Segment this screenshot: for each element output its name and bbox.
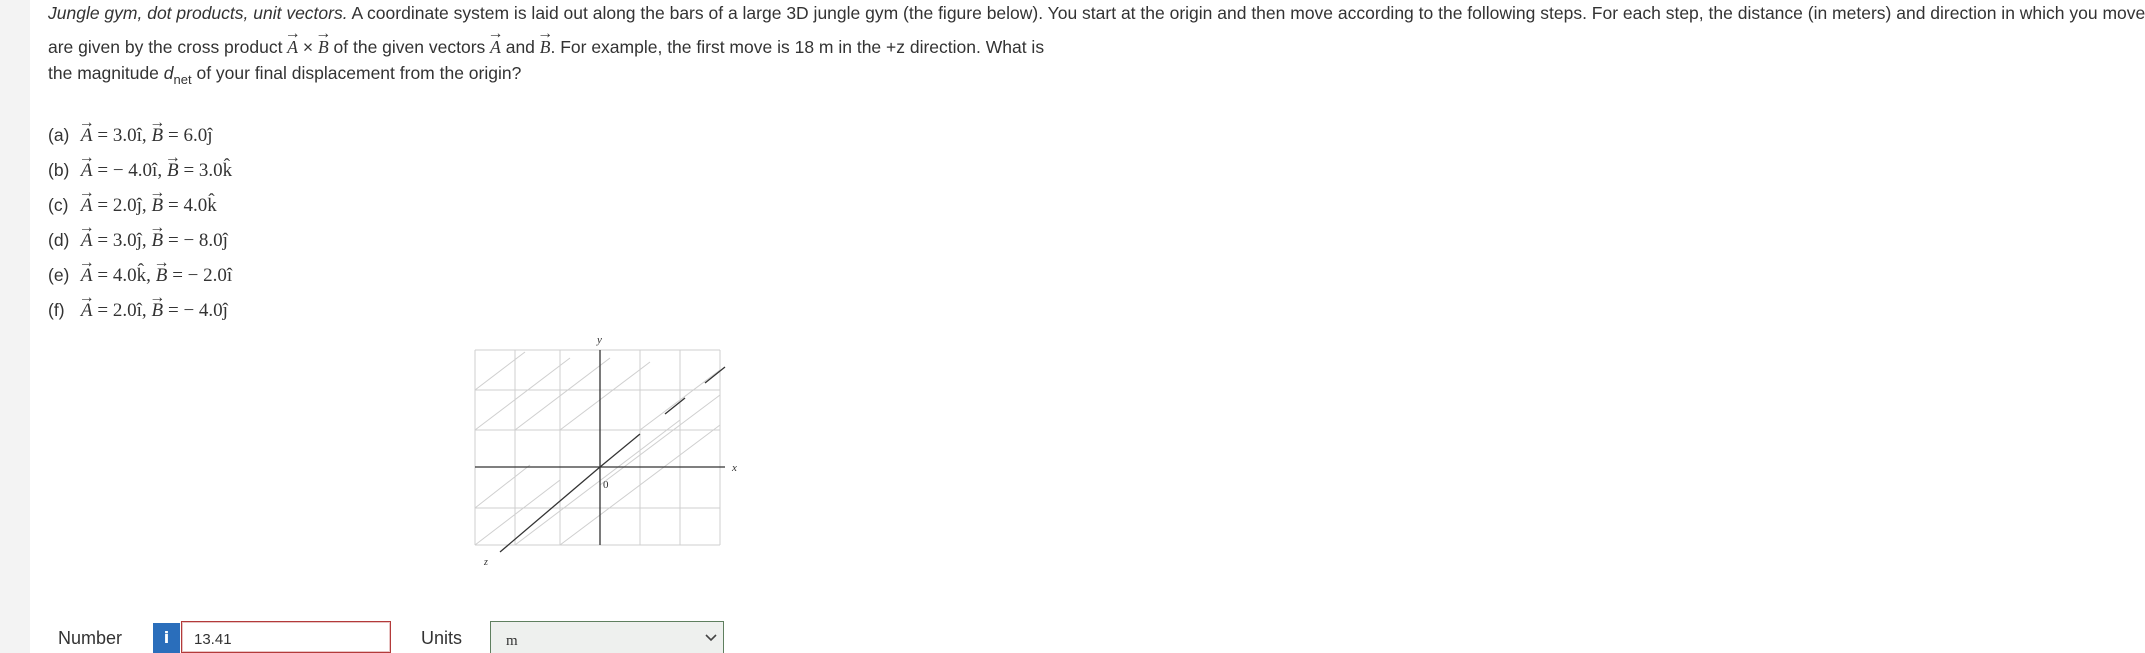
vector-a-symbol-2: → A	[490, 34, 501, 60]
question-text-3: of the given vectors	[328, 37, 491, 57]
vector-a-value: 3.0î,	[112, 125, 147, 146]
item-label: (d)	[48, 230, 70, 250]
question-and: and	[500, 37, 540, 57]
vector-a-symbol: → A	[287, 34, 298, 60]
left-margin-bar	[0, 0, 30, 653]
vector-a-value: − 4.0î,	[112, 160, 163, 181]
question-title: Jungle gym, dot products, unit vectors.	[48, 3, 348, 23]
vector-a-value: 2.0ĵ,	[112, 195, 147, 216]
list-item: (d) → A = 3.0ĵ, → B = − 8.0ĵ	[48, 223, 232, 258]
vector-b-symbol-2: → B	[540, 34, 551, 60]
question-text-4: . For example, the first move is 18 m in the +z direction. What is	[550, 37, 1045, 57]
question-text-2: are given by the cross product	[48, 37, 288, 57]
vector-b-symbol: → B	[151, 294, 163, 328]
question-line-3	[48, 34, 1168, 60]
vector-a-symbol: → A	[81, 189, 93, 223]
list-item: (a) → A = 3.0î, → B = 6.0ĵ	[48, 118, 232, 153]
vector-a-value: 4.0k̂,	[112, 265, 151, 286]
vector-a-value: 3.0ĵ,	[112, 230, 147, 251]
net-subscript: net	[173, 72, 192, 87]
number-label: Number	[58, 628, 123, 648]
vector-b-value: 4.0k̂	[183, 195, 217, 216]
vector-b-symbol: → B	[151, 224, 163, 258]
question-intro: A coordinate system is laid out along the bars of a large 3D jungle gym (the figure below). You start at the origin and then move according to the following steps. For each step, the distance (in meters) and direction in which you move	[347, 3, 2145, 23]
info-icon[interactable]: i	[153, 623, 180, 653]
chevron-down-icon	[705, 634, 717, 642]
z-axis-label: z	[484, 557, 488, 568]
vector-a-symbol: → A	[81, 294, 93, 328]
vector-a-symbol: → A	[81, 224, 93, 258]
question-text	[48, 0, 2145, 93]
units-select[interactable]	[490, 621, 724, 653]
item-label: (c)	[48, 195, 69, 215]
vector-a-symbol: → A	[81, 119, 93, 153]
vector-b-value: 6.0ĵ	[183, 125, 213, 146]
vector-a-value: 2.0î,	[112, 300, 147, 321]
vector-b-value: 3.0k̂	[198, 160, 233, 181]
list-item: (e) → A = 4.0k̂, → B = − 2.0î	[48, 258, 232, 293]
d-symbol: d	[163, 63, 174, 83]
vector-b-symbol: → B	[151, 119, 163, 153]
vector-b-value: − 8.0ĵ	[183, 230, 228, 251]
vector-b-symbol: → B	[167, 154, 179, 188]
vector-b-value: − 4.0ĵ	[183, 300, 228, 321]
vector-b-value: − 2.0î	[187, 265, 233, 286]
x-axis-label: x	[732, 462, 737, 474]
origin-label: 0	[603, 479, 609, 491]
question-line-1	[48, 0, 2145, 26]
question-text-5: the magnitude	[48, 63, 164, 83]
item-label: (e)	[48, 265, 70, 285]
vector-b-symbol: → B	[318, 34, 329, 60]
vector-b-symbol: → B	[156, 259, 168, 293]
jungle-gym-figure	[470, 330, 740, 570]
list-item: (b) → A = − 4.0î, → B = 3.0k̂	[48, 153, 232, 188]
vector-a-symbol: → A	[81, 154, 93, 188]
vector-pairs-list	[48, 118, 232, 328]
y-axis-label: y	[597, 334, 602, 346]
units-selected-value: m	[506, 633, 518, 649]
answer-row	[48, 620, 748, 653]
number-input[interactable]: 13.41	[181, 621, 391, 653]
vector-b-symbol: → B	[151, 189, 163, 223]
cross-symbol: ×	[298, 37, 318, 57]
question-line-4	[48, 60, 1168, 93]
list-item: (f) → A = 2.0î, → B = − 4.0ĵ	[48, 293, 232, 328]
list-item: (c) → A = 2.0ĵ, → B = 4.0k̂	[48, 188, 232, 223]
question-text-6: of your final displacement from the origin?	[191, 63, 522, 83]
units-label: Units	[421, 628, 463, 648]
item-label: (a)	[48, 125, 70, 145]
item-label: (f)	[48, 300, 65, 320]
vector-a-symbol: → A	[81, 259, 93, 293]
item-label: (b)	[48, 160, 70, 180]
